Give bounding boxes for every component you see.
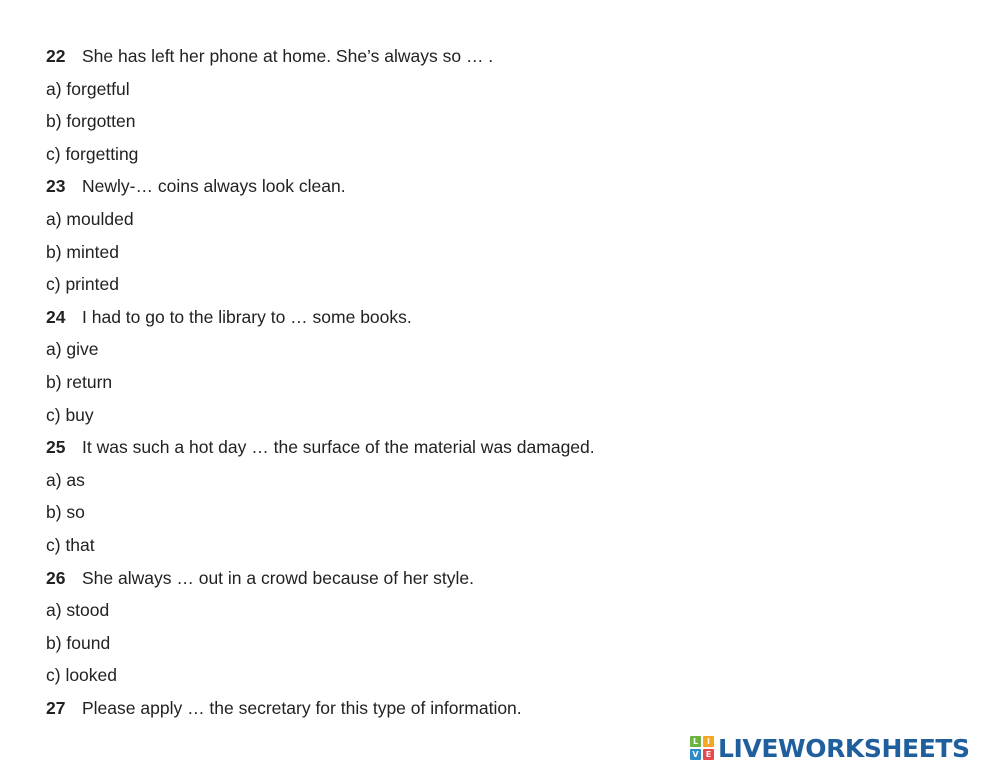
question-text: She always … out in a crowd because of her style. [82, 567, 475, 588]
option-24-b[interactable]: b) return [46, 371, 113, 392]
option-24-c[interactable]: c) buy [46, 404, 94, 425]
question-27 [46, 696, 946, 729]
question-22 [46, 44, 946, 77]
logo-block-e: E [703, 749, 714, 760]
option-22-c[interactable]: c) forgetting [46, 143, 139, 164]
logo-block-i: I [703, 736, 714, 747]
option-25-c[interactable]: c) that [46, 534, 95, 555]
option-23-a[interactable]: a) moulded [46, 208, 134, 229]
option-22-b[interactable]: b) forgotten [46, 111, 136, 132]
question-number: 24 [46, 306, 66, 327]
liveworksheets-logo[interactable] [690, 733, 970, 763]
question-number: 26 [46, 567, 66, 588]
logo-block-v: V [690, 749, 701, 760]
question-26 [46, 566, 946, 599]
logo-text: LIVEWORKSHEETS [718, 733, 970, 763]
option-23-c[interactable]: c) printed [46, 274, 119, 295]
logo-blocks-icon [690, 736, 714, 760]
question-text: She has left her phone at home. She’s always so … . [82, 46, 494, 66]
option-22-a[interactable]: a) forgetful [46, 78, 130, 99]
question-number: 27 [46, 697, 66, 718]
question-text: It was such a hot day … the surface of the material was damaged. [82, 437, 595, 458]
question-number: 25 [46, 437, 66, 458]
question-23 [46, 174, 946, 207]
question-number: 22 [46, 46, 66, 66]
logo-block-l: L [690, 736, 701, 747]
option-26-c[interactable]: c) looked [46, 665, 118, 686]
worksheet [46, 44, 946, 728]
option-23-b[interactable]: b) minted [46, 241, 119, 262]
option-26-b[interactable]: b) found [46, 632, 111, 653]
question-number: 23 [46, 176, 66, 197]
question-text: Please apply … the secretary for this type of information. [82, 697, 522, 718]
question-24 [46, 305, 946, 338]
option-24-a[interactable]: a) give [46, 339, 99, 360]
question-text: Newly-… coins always look clean. [82, 176, 346, 197]
option-26-a[interactable]: a) stood [46, 600, 110, 621]
option-25-a[interactable]: a) as [46, 469, 85, 490]
question-text: I had to go to the library to … some books. [82, 306, 412, 327]
option-25-b[interactable]: b) so [46, 502, 85, 523]
question-25 [46, 435, 946, 468]
